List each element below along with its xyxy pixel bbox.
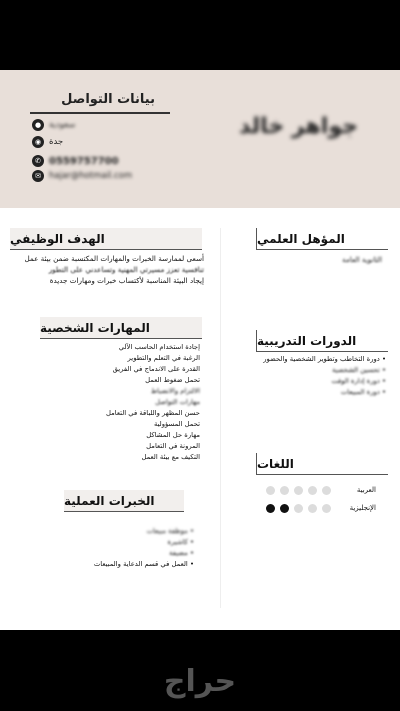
email-icon: ✉	[32, 170, 44, 182]
column-divider	[220, 228, 221, 608]
level-dot	[308, 486, 317, 495]
list-item: • كاشيرة	[94, 537, 194, 548]
experience-heading: الخبرات العملية	[64, 490, 184, 512]
skills-list	[106, 342, 200, 463]
level-dot	[294, 486, 303, 495]
user-icon: ●	[32, 119, 44, 131]
phone-text: 0559757700	[49, 155, 119, 167]
language-level-dots	[266, 486, 331, 495]
list-item: • تحسين الشخصية	[263, 365, 386, 376]
list-item: مهارة حل المشاكل	[146, 431, 200, 439]
list-item: المرونة في التعامل	[146, 442, 200, 450]
courses-list	[263, 354, 386, 398]
location-icon: ◉	[32, 136, 44, 148]
language-name: الإنجليزية	[349, 504, 376, 512]
list-item: • مضيفة	[94, 548, 194, 559]
objective-text	[8, 253, 204, 286]
list-item: الرغبة في التعلم والتطوير	[127, 354, 200, 362]
level-dot	[266, 486, 275, 495]
city-text: جدة	[49, 137, 64, 147]
email-text: hajar@hotmail.com	[49, 171, 133, 181]
experience-list	[94, 526, 194, 570]
nationality-text: سعودية	[49, 120, 76, 130]
education-text: الثانوية العامة	[342, 255, 382, 264]
contact-banner	[0, 70, 400, 208]
list-item: القدرة على الاندماج في الفريق	[112, 365, 200, 373]
objective-line: إيجاد البيئة المناسبة لأكتساب خبرات ومهارات جديدة	[49, 276, 204, 285]
objective-line: تنافسية تعزز مسيرتي المهنية وتساعدني على التطور	[48, 265, 204, 274]
language-row	[266, 502, 376, 514]
list-item: • موظفة مبيعات	[94, 526, 194, 537]
haraj-watermark: حراج	[163, 664, 237, 699]
objective-line: أسعى لممارسة الخبرات والمهارات المكتسبة ضمن بيئة عمل	[24, 254, 204, 263]
list-item: الالتزام والانضباط	[150, 387, 200, 395]
level-dot	[280, 504, 289, 513]
contact-divider	[30, 112, 170, 114]
contact-nationality	[32, 118, 75, 132]
list-item: • العمل في قسم الدعاية والمبيعات	[94, 559, 194, 570]
list-item: مهارات التواصل	[155, 398, 200, 406]
contact-email	[32, 169, 132, 183]
level-dot	[294, 504, 303, 513]
phone-icon: ✆	[32, 155, 44, 167]
courses-heading: الدورات التدريبية	[256, 330, 388, 352]
list-item: التكيف مع بيئة العمل	[141, 453, 200, 461]
level-dot	[280, 486, 289, 495]
objective-heading: الهدف الوظيفي	[10, 228, 202, 250]
language-row	[266, 484, 376, 496]
level-dot	[266, 504, 275, 513]
list-item: • دورة التخاطب وتطوير الشخصية والحضور	[263, 354, 386, 365]
contact-city	[32, 135, 63, 149]
list-item: حسن المظهر واللباقة في التعامل	[106, 409, 200, 417]
language-level-dots	[266, 504, 331, 513]
level-dot	[322, 486, 331, 495]
contact-phone	[32, 154, 119, 168]
person-name: جواهر خالد	[239, 114, 358, 139]
resume-sheet	[0, 70, 400, 630]
list-item: تحمل ضغوط العمل	[145, 376, 200, 384]
languages-heading: اللغات	[256, 453, 388, 475]
language-name: العربية	[356, 486, 376, 494]
level-dot	[322, 504, 331, 513]
list-item: • دورة المبيعات	[263, 387, 386, 398]
skills-heading: المهارات الشخصية	[40, 317, 202, 339]
list-item: إجادة استخدام الحاسب الآلي	[118, 343, 200, 351]
education-heading: المؤهل العلمي	[256, 228, 388, 250]
level-dot	[308, 504, 317, 513]
list-item: تحمل المسؤولية	[153, 420, 200, 428]
contact-title: بيانات التواصل	[61, 92, 155, 107]
list-item: • دورة إدارة الوقت	[263, 376, 386, 387]
